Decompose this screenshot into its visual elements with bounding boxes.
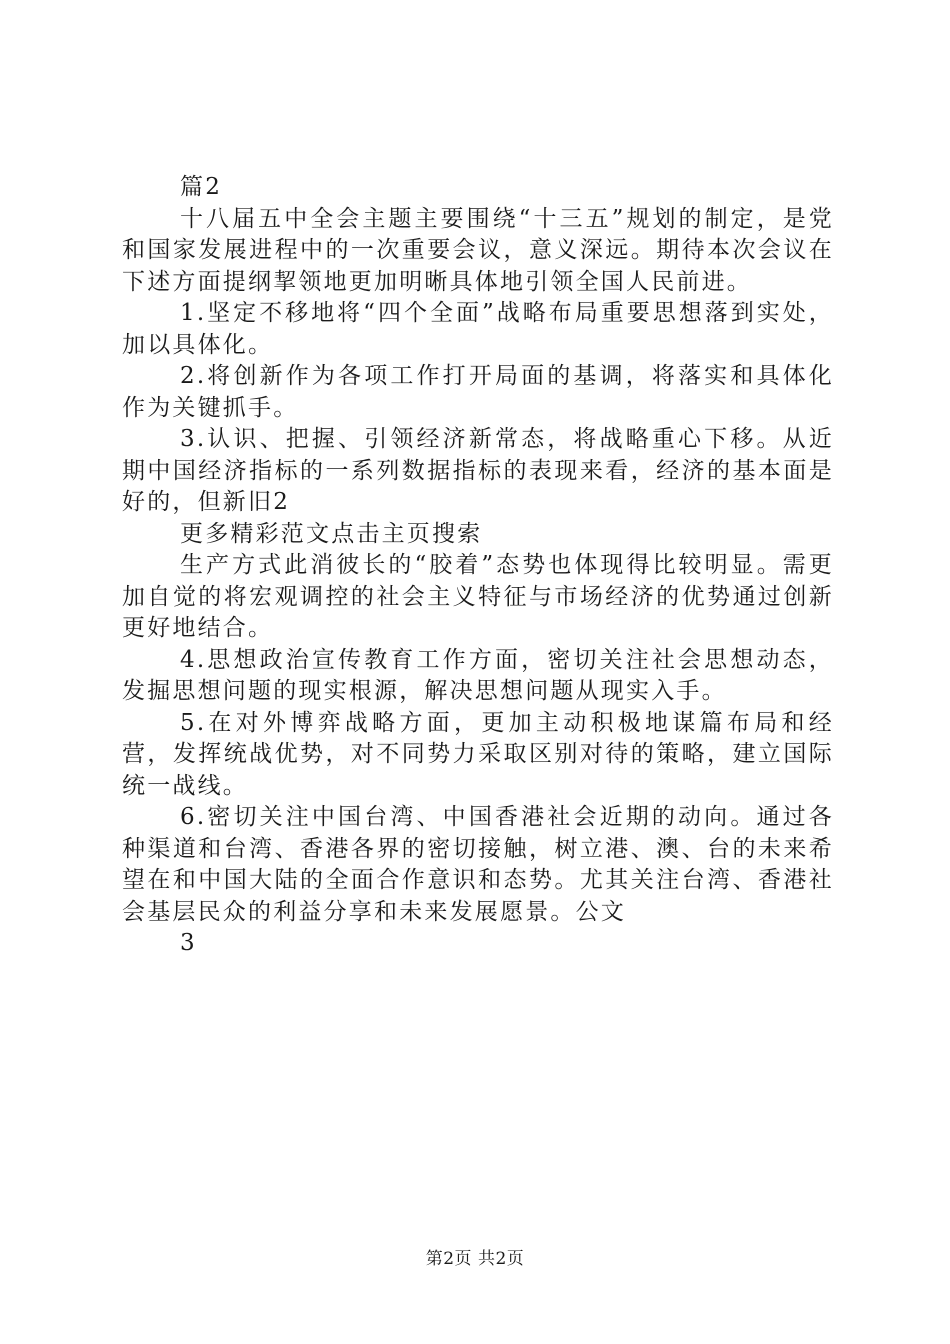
point-5-paragraph: 5.在对外博弈战略方面，更加主动积极地谋篇布局和经营，发挥统战优势，对不同势力采取区别对待的策略，建立国际统一战线。 [122,709,834,799]
page-footer: 第2页 共2页 [425,1249,525,1269]
document-body [122,172,834,960]
promo-line: 更多精彩范文点击主页搜索 [180,520,483,547]
intro-paragraph: 十八届五中全会主题主要围绕“十三五”规划的制定，是党和国家发展进程中的一次重要会议，意义深远。期待本次会议在下述方面提纲挈领地更加明晰具体地引领全国人民前进。 [122,205,834,295]
point-2-paragraph: 2.将创新作为各项工作打开局面的基调，将落实和具体化作为关键抓手。 [122,363,834,421]
point-3-paragraph: 3.认识、把握、引领经济新常态，将战略重心下移。从近期中国经济指标的一系列数据指标的表现来看，经济的基本面是好的，但新旧2 [122,426,834,515]
point-4-paragraph: 4.思想政治宣传教育工作方面，密切关注社会思想动态，发掘思想问题的现实根源，解决思想问题从现实入手。 [122,646,834,704]
trailing-number: 3 [180,930,197,956]
point-6-paragraph: 6.密切关注中国台湾、中国香港社会近期的动向。通过各种渠道和台湾、香港各界的密切接触，树立港、澳、台的未来希望在和中国大陆的全面合作意识和态势。尤其关注台湾、香港社会基层民众的利益分享和未来发展愿景。公文 [122,804,834,925]
point-1-paragraph: 1.坚定不移地将“四个全面”战略布局重要思想落到实处，加以具体化。 [122,300,834,358]
continuation-paragraph: 生产方式此消彼长的“胶着”态势也体现得比较明显。需更加自觉的将宏观调控的社会主义特征与市场经济的优势通过创新更好地结合。 [122,552,834,641]
section-heading: 篇2 [180,174,223,200]
